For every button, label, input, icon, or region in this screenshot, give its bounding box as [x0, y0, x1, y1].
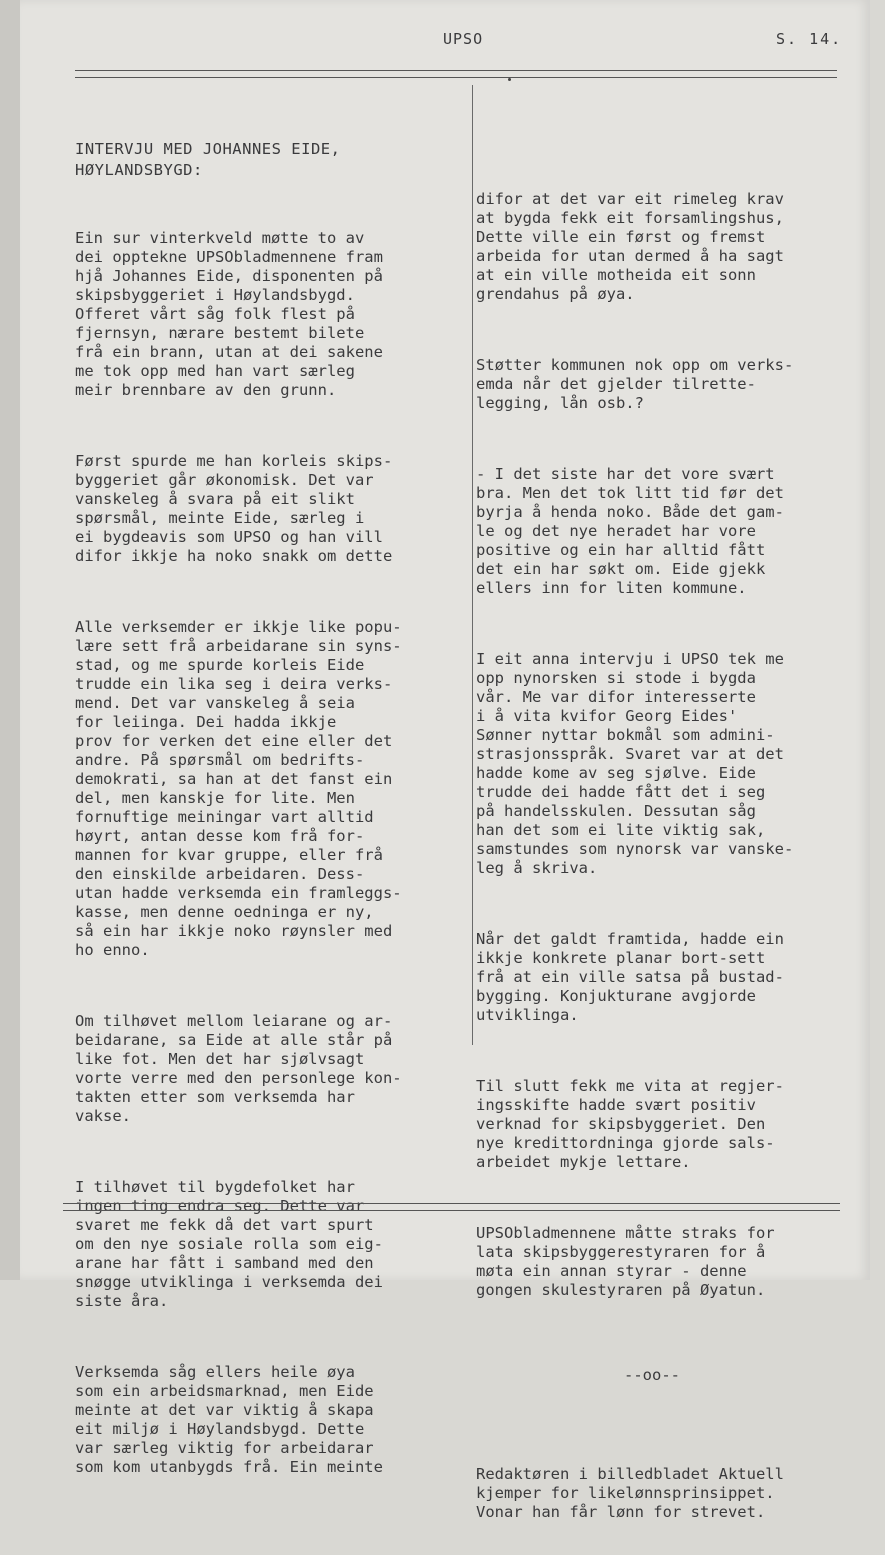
top-double-rule [75, 70, 837, 78]
paragraph: Når det galdt framtida, hadde ein ikkje konkrete planar bort-sett frå at ein ville satsa på bustad- bygging. Konjukturane avgjorde utviklinga. [476, 930, 784, 1024]
section-separator: --oo-- [624, 1366, 680, 1384]
paragraph: Støtter kommunen nok opp om verks- emda når det gjelder tilrette- legging, lån osb.? [476, 356, 794, 412]
paragraph: I eit anna intervju i UPSO tek me opp nynorsken si stode i bygda vår. Me var difor interesserte i å vita kvifor Georg Eides' Sønner nyttar bokmål som admini- strasjonsspråk. Svaret var at det hadde kome av seg sjølve. Eide trudde dei hadde fått det i seg på handelsskulen. Dessutan såg han det som ei lite viktig sak, samstundes som nynorsk var vanske- leg å skriva. [476, 650, 794, 877]
publication-title: UPSO [443, 30, 484, 48]
paragraph: difor at det var eit rimeleg krav at bygda fekk eit forsamlingshus, Dette ville ein først og fremst arbeida for utan dermed å ha sagt at ein ville motheida eit sonn grendahus på øya. [476, 190, 784, 303]
article-heading: INTERVJU MED JOHANNES EIDE, HØYLANDSBYGD: [75, 140, 341, 179]
page-edge [0, 0, 20, 1280]
editor-note: Redaktøren i billedbladet Aktuell kjemper for likelønnsprinsippet. Vonar han får lønn for strevet. [476, 1465, 784, 1521]
paragraph: Først spurde me han korleis skips- byggeriet går økonomisk. Det var vanskeleg å svara på eit slikt spørsmål, meinte Eide, særleg i ei bygdeavis som UPSO og han vill difor ikkje ha noko snakk om dette [75, 452, 393, 565]
paragraph: UPSObladmennene måtte straks for lata skipsbyggerestyraren for å møta ein annan styrar - denne gongen skulestyraren på Øyatun. [476, 1224, 775, 1299]
page-number: S. 14. [776, 30, 843, 48]
paragraph: Ein sur vinterkveld møtte to av dei opptekne UPSObladmennene fram hjå Johannes Eide, disponenten på skipsbyggeriet i Høylandsbygd. Offeret vårt såg folk flest på fjernsyn, nærare bestemt bilete frå ein brann, utan at dei sakene me tok opp med han vart særleg meir brennbare av den grunn. [75, 229, 383, 399]
paragraph: I tilhøvet til bygdefolket har ingen ting endra seg. Dette var svaret me fekk då det vart spurt om den nye sosiale rolla som eig- arane har fått i samband med den snøgge utviklinga i verksemda dei siste åra. [75, 1178, 383, 1310]
column-divider [472, 85, 473, 1045]
left-column [75, 101, 402, 1510]
rule-mark [508, 78, 511, 81]
paragraph: Til slutt fekk me vita at regjer- ingsskifte hadde svært positiv verknad for skipsbyggeriet. Den nye kredittordninga gjorde sals- arbeidet mykje lettare. [476, 1077, 784, 1171]
paragraph: Verksemda såg ellers heile øya som ein arbeidsmarknad, men Eide meinte at det var viktig å skapa eit miljø i Høylandsbygd. Dette var særleg viktig for arbeidarar som kom utanbygds frå. Ein meinte [75, 1363, 383, 1476]
paragraph: - I det siste har det vore svært bra. Men det tok litt tid før det byrja å henda noko. Både det gam- le og det nye heradet har vore positive og ein har alltid fått det ein har søkt om. Eide gjekk ellers inn for liten kommune. [476, 465, 784, 597]
paragraph: Om tilhøvet mellom leiarane og ar- beidarane, sa Eide at alle står på like fot. Men det har sjølvsagt vorte verre med den personlege kon- takten etter som verksemda har vakse. [75, 1012, 402, 1125]
right-column [476, 152, 793, 1555]
paragraph: Alle verksemder er ikkje like popu- lære sett frå arbeidarane sin syns- stad, og me spurde korleis Eide trudde ein lika seg i deira verks- mend. Det var vanskeleg å seia for leiinga. Dei hadda ikkje prov for verken det eine eller det andre. På spørsmål om bedrifts- demokrati, sa han at det fanst ein del, men kanskje for lite. Men fornuftige meiningar vart alltid høyrt, antan desse kom frå for- mannen for kvar gruppe, eller frå den einskilde arbeidaren. Dess- utan hadde verksemda ein framleggs- kasse, men denne oedninga er ny, så ein har ikkje noko røynsler med ho enno. [75, 618, 402, 959]
bottom-double-rule [63, 1203, 840, 1211]
